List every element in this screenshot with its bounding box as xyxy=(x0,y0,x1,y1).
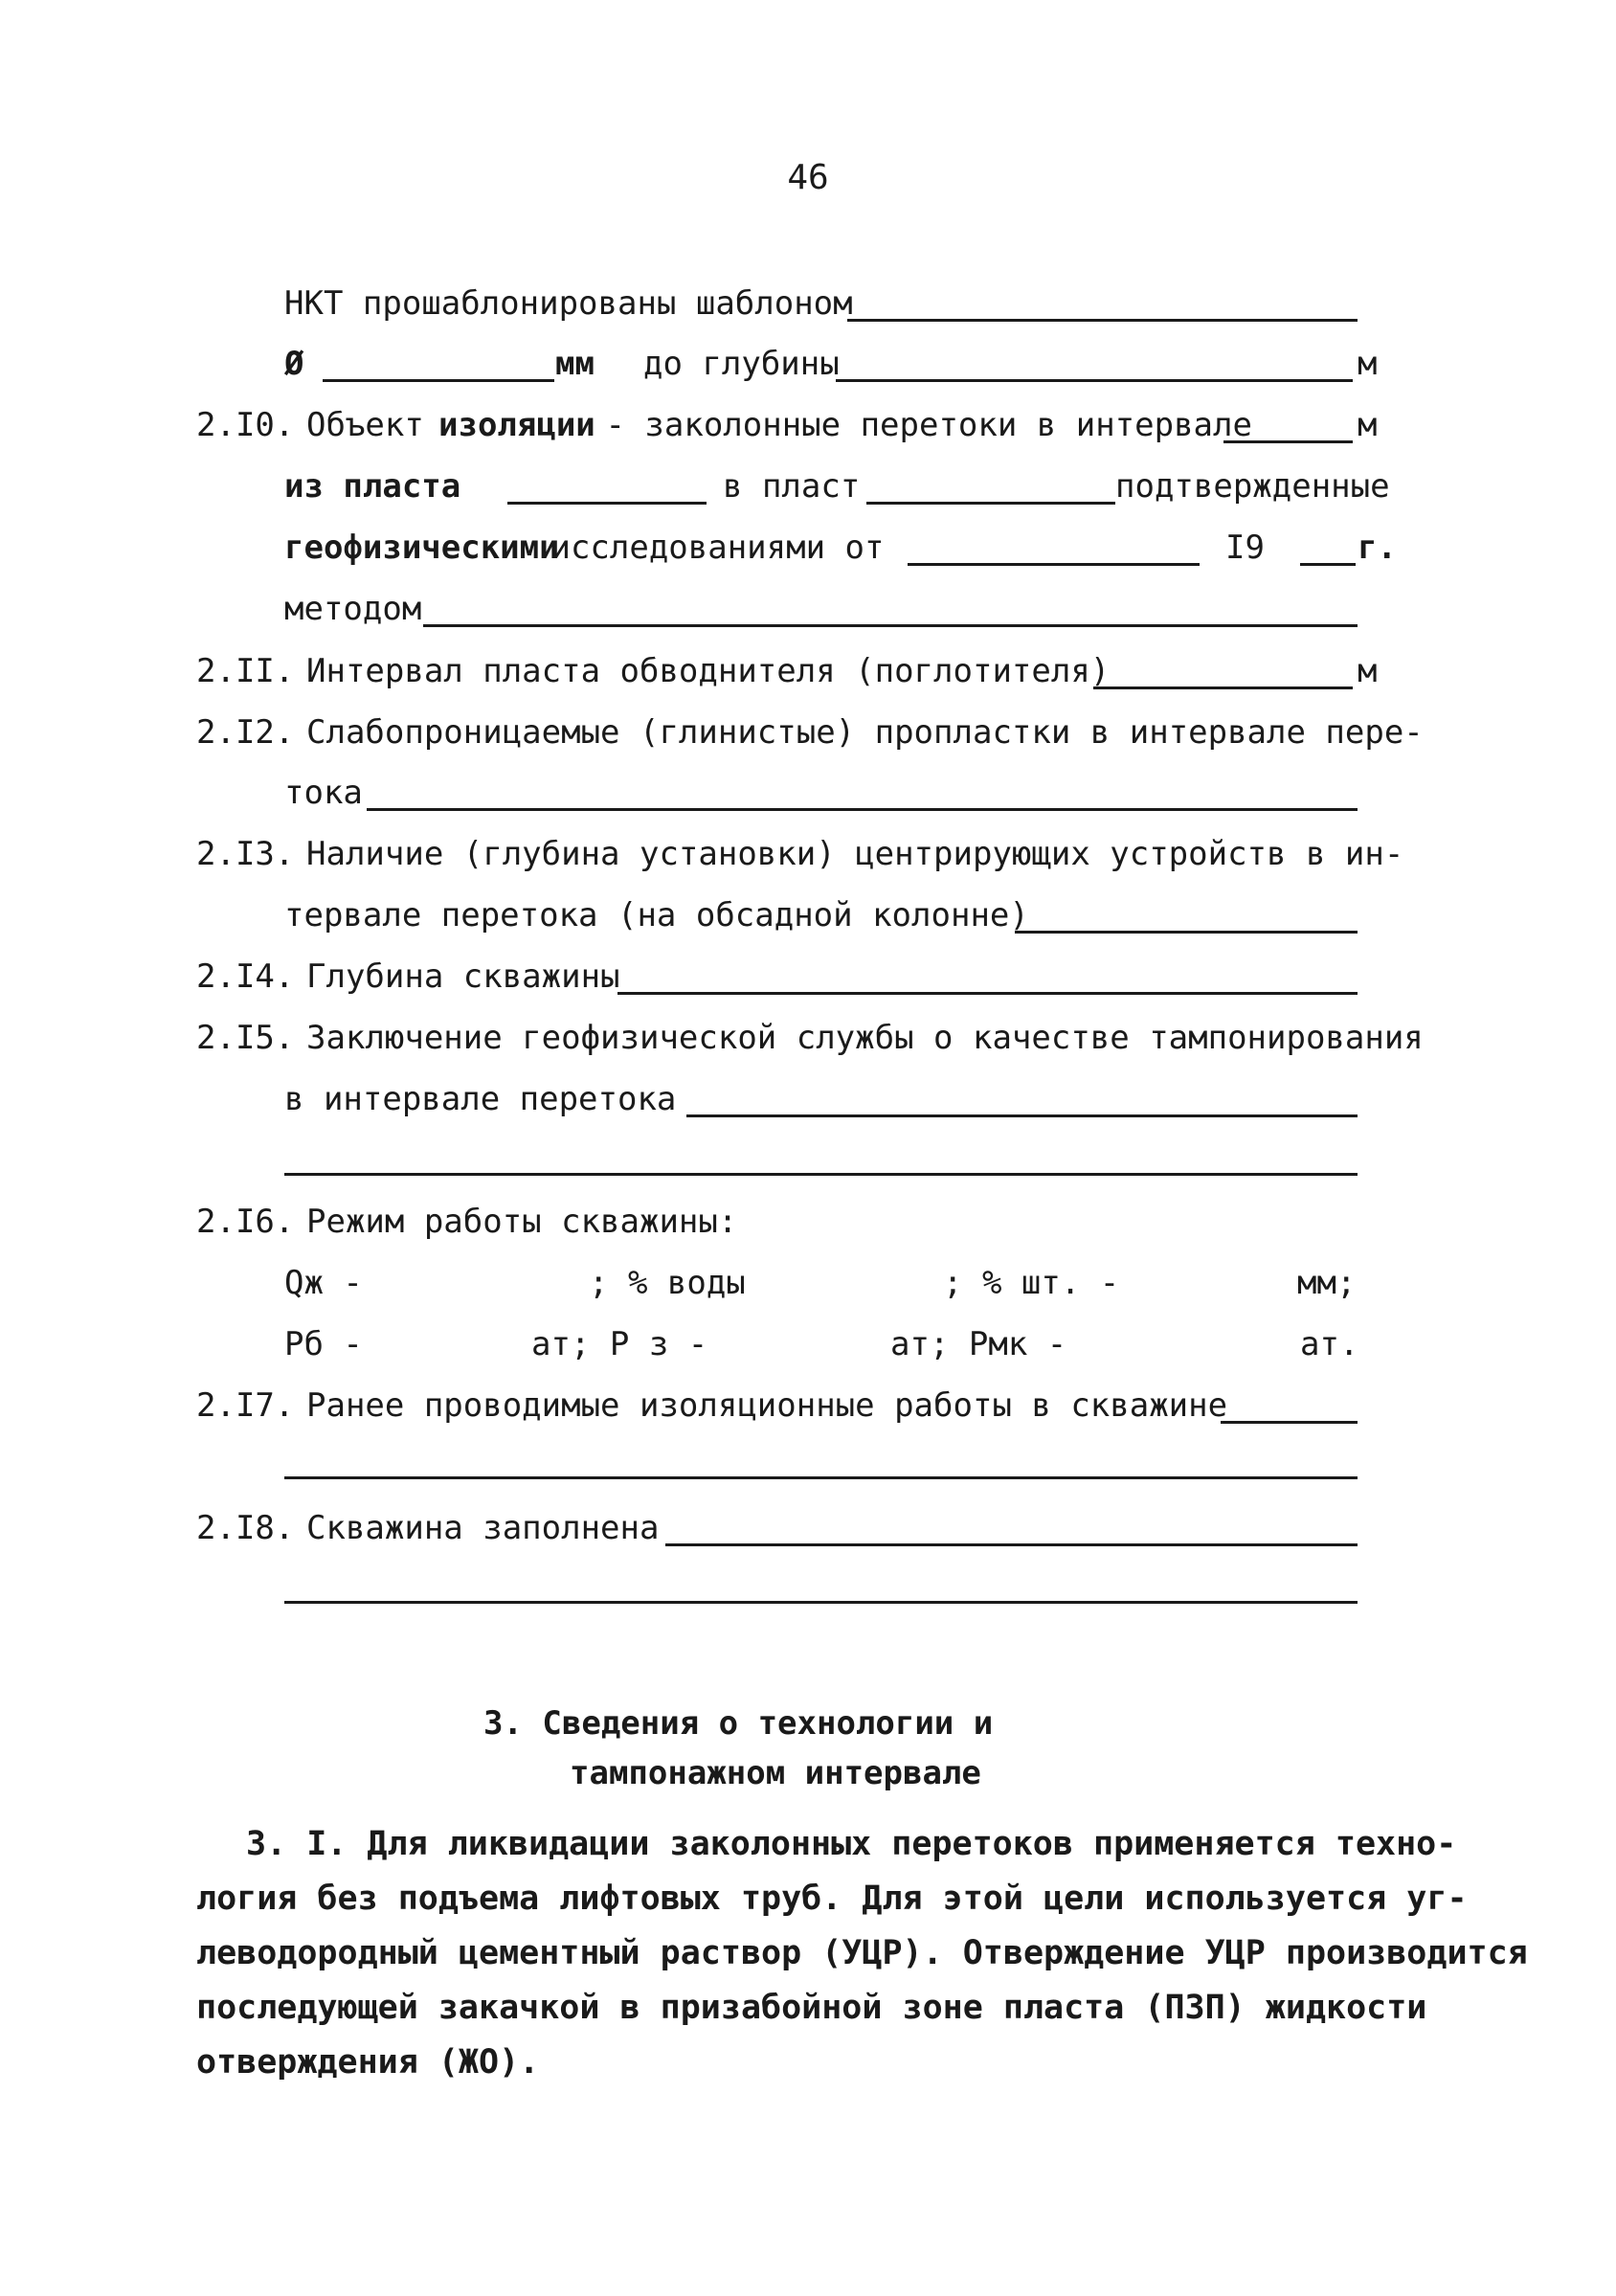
paragraph-line: последующей закачкой в призабойной зоне пласта (ПЗП) жидкости xyxy=(196,1989,1427,2027)
method-label: методом xyxy=(284,590,422,628)
item-2-17-blank-2[interactable] xyxy=(284,1476,1358,1479)
item-2-15-blank-1[interactable] xyxy=(686,1114,1358,1117)
from-layer-blank[interactable] xyxy=(507,502,707,505)
to-layer-blank[interactable] xyxy=(866,502,1115,505)
paragraph-line: логия без подъема лифтовых труб. Для этой цели используется уг- xyxy=(196,1880,1468,1918)
item-2-15-blank-2[interactable] xyxy=(284,1173,1358,1176)
item-2-11-unit: м xyxy=(1358,652,1378,690)
annulus-pressure-label: ат; Рмк - xyxy=(890,1325,1067,1363)
item-2-12-blank[interactable] xyxy=(367,808,1358,811)
confirmed-label: подтвержденные xyxy=(1115,467,1390,506)
item-2-18-text: Скважина заполнена xyxy=(306,1509,660,1547)
year-blank[interactable] xyxy=(1300,563,1356,566)
paragraph-line: 3. I. Для ликвидации заколонных перетоков применяется техно- xyxy=(246,1825,1457,1863)
flow-rate-label: Qж - xyxy=(284,1264,363,1302)
item-2-10-text-c: - заколонные перетоки в интервале xyxy=(586,406,1252,444)
mm-label: мм xyxy=(555,345,595,383)
item-2-13-text: Наличие (глубина установки) центрирующих устройств в ин- xyxy=(306,835,1404,873)
item-2-12-cont: тока xyxy=(284,774,363,812)
item-2-16-text: Режим работы скважины: xyxy=(306,1203,738,1241)
nkt-label: НКТ прошаблонированы шаблоном xyxy=(284,284,853,323)
item-2-12-number: 2.I2. xyxy=(196,713,295,752)
paragraph-line: леводородный цементный раствор (УЦР). Отверждение УЦР производится xyxy=(196,1934,1528,1972)
buffer-pressure-label: Рб - xyxy=(284,1325,363,1363)
item-2-11-blank[interactable] xyxy=(1093,687,1353,689)
geo-label-b: исследованиями от xyxy=(531,529,885,567)
to-layer-label: в пласт xyxy=(723,467,861,506)
item-2-18-blank-2[interactable] xyxy=(284,1601,1358,1604)
item-2-11-text: Интервал пласта обводнителя (поглотителя) xyxy=(306,652,1111,690)
geo-label-a: геофизическими xyxy=(284,529,559,567)
interval-unit: м xyxy=(1358,406,1378,444)
item-2-14-blank[interactable] xyxy=(617,992,1358,995)
year-suffix: г. xyxy=(1358,529,1397,567)
section-3-title-line-1: 3. Сведения о технологии и xyxy=(483,1704,994,1743)
depth-unit: м xyxy=(1358,345,1378,383)
item-2-16-number: 2.I6. xyxy=(196,1203,295,1241)
diameter-symbol: Ø xyxy=(284,345,304,383)
item-2-18-blank-1[interactable] xyxy=(665,1543,1358,1546)
item-2-10-text-b: изоляции xyxy=(438,406,595,444)
page-number: 46 xyxy=(787,158,829,197)
method-blank[interactable] xyxy=(423,624,1358,627)
choke-label: ; % шт. - xyxy=(943,1264,1120,1302)
item-2-17-number: 2.I7. xyxy=(196,1386,295,1425)
choke-unit: мм; xyxy=(1297,1264,1357,1302)
item-2-15-number: 2.I5. xyxy=(196,1019,295,1057)
item-2-15-text: Заключение геофизической службы о качестве тампонирования xyxy=(306,1019,1424,1057)
from-layer-label: из пласта xyxy=(284,467,461,506)
annulus-pressure-unit: ат. xyxy=(1300,1325,1359,1363)
depth-label: до глубины xyxy=(643,345,840,383)
bottom-pressure-label: ат; Р з - xyxy=(531,1325,708,1363)
interval-blank[interactable] xyxy=(1223,440,1353,443)
nkt-template-blank[interactable] xyxy=(847,319,1358,322)
item-2-13-blank[interactable] xyxy=(1015,931,1358,934)
year-prefix: I9 xyxy=(1225,529,1265,567)
diameter-blank[interactable] xyxy=(323,379,554,382)
paragraph-line: отверждения (ЖО). xyxy=(196,2043,540,2082)
depth-blank[interactable] xyxy=(836,379,1353,382)
item-2-13-number: 2.I3. xyxy=(196,835,295,873)
item-2-17-text: Ранее проводимые изоляционные работы в скважине xyxy=(306,1386,1228,1425)
item-2-10-text-a: Объект xyxy=(306,406,424,444)
item-2-14-number: 2.I4. xyxy=(196,957,295,996)
item-2-11-number: 2.II. xyxy=(196,652,295,690)
date-blank[interactable] xyxy=(908,563,1200,566)
section-3-title-line-2: тампонажном интервале xyxy=(570,1754,981,1792)
section-3-paragraph xyxy=(196,1817,1528,2090)
water-cut-label: ; % воды xyxy=(589,1264,746,1302)
item-2-10-number: 2.I0. xyxy=(196,406,295,444)
item-2-12-text: Слабопроницаемые (глинистые) пропластки в интервале пере- xyxy=(306,713,1424,752)
item-2-17-blank-1[interactable] xyxy=(1221,1421,1358,1424)
item-2-14-text: Глубина скважины xyxy=(306,957,620,996)
item-2-15-cont: в интервале перетока xyxy=(284,1080,677,1118)
item-2-18-number: 2.I8. xyxy=(196,1509,295,1547)
item-2-13-cont: тервале перетока (на обсадной колонне) xyxy=(284,896,1029,934)
